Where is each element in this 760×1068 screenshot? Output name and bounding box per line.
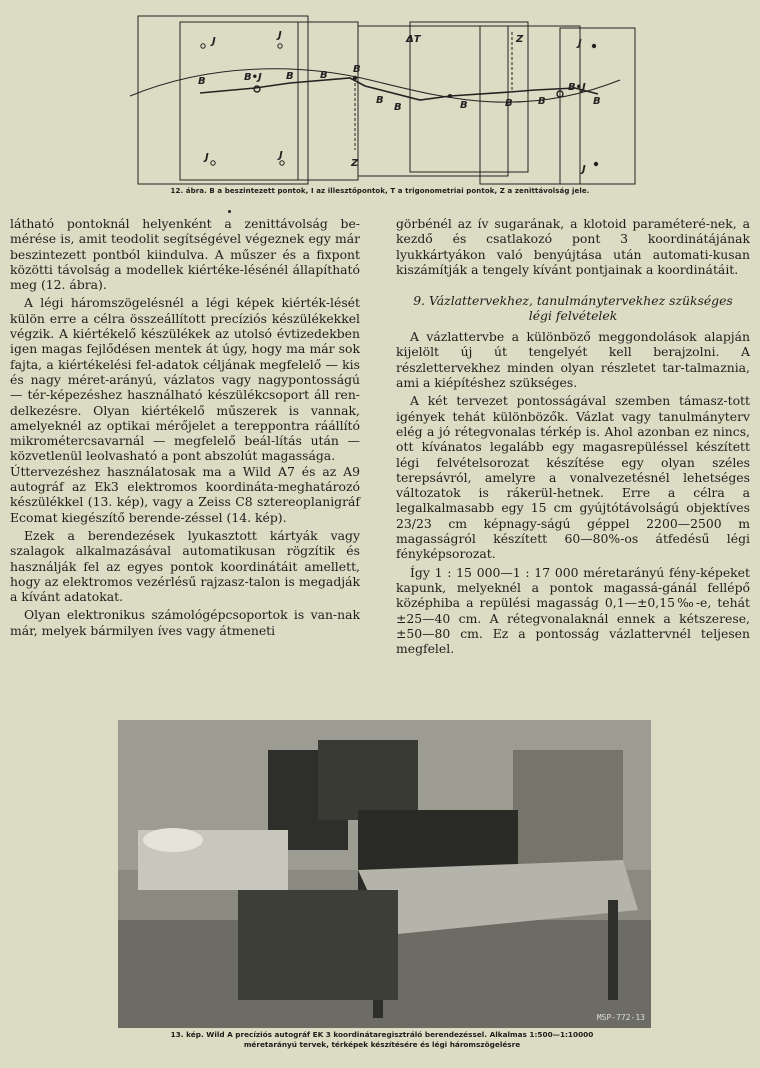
label-j: J <box>578 38 582 49</box>
caption-line: 13. kép. Wild A precíziós autográf EK 3 koordinátaregisztráló berendezéssel. Alkalmas 1:500—1:10000 <box>170 1030 594 1039</box>
label-b: B <box>460 100 468 111</box>
point-marker <box>594 162 598 166</box>
point-marker <box>201 44 205 48</box>
label-b: B <box>353 64 361 75</box>
label-j: J <box>582 164 586 175</box>
point-marker <box>592 44 596 48</box>
point-marker <box>353 76 357 80</box>
point-marker <box>254 86 260 92</box>
label-bj: B•J <box>244 72 262 83</box>
paragraph: A két tervezet pontosságával szemben támasz-tott igények tehát különbözők. Vázlat vagy tanulmányterv elég a jó rétegvonalas térkép is. Ahol azonban ez nincs, ott kívánatos legalább egy magasrepüléssel készített légi felvételsorozat készítése egy olyan széles terepsávról, amelyre a vonalvezetésnél lehetséges változatok is rákerül-hetnek. Erre a célra a legalkalmasabb egy 15 cm gyújtótávolságú objektíves 23/23 cm képnagy-ságú géppel 2200—2500 m magasságról készített 60—80%-os átfedésű légi fényképsorozat. <box>396 393 750 562</box>
photo-frame <box>480 26 580 184</box>
label-b: B <box>286 71 294 82</box>
figure-12-diagram <box>120 8 640 186</box>
label-b: B <box>593 96 601 107</box>
label-b: B <box>538 96 546 107</box>
section-title-line: 9. Vázlattervekhez, tanulmánytervekhez szükséges <box>413 293 733 309</box>
section-title <box>396 293 750 323</box>
plate-mark: MSP-772-13 <box>596 1013 645 1022</box>
stray-dot <box>228 210 231 213</box>
photo-frame <box>410 22 528 172</box>
figure-13-caption <box>104 1030 660 1049</box>
label-j: J <box>279 150 283 161</box>
label-delta-t: ΔT <box>406 34 421 45</box>
label-z: Z <box>351 158 359 169</box>
point-marker <box>448 94 452 98</box>
photo-13-wild-autograph <box>118 720 651 1028</box>
label-j: J <box>278 30 282 41</box>
label-b: B <box>320 70 328 81</box>
label-j: J <box>212 36 216 47</box>
label-b: B <box>505 98 513 109</box>
figure-12-caption: 12. ábra. B a beszintezett pontok, I az illesztőpontok, T a trigonometriai pontok, Z a zenittávolság jele. <box>170 187 590 195</box>
paragraph: görbénél az ív sugarának, a klotoid paraméteré-nek, a kezdő és csatlakozó pont 3 koordinátájának lyukkártyákon való benyújtása után automati-kusan kiszámítják a tengely kívánt pontjainak a koordinátáit. <box>396 216 750 277</box>
aerial-triangulation-diagram <box>120 8 640 186</box>
label-bj: B•J <box>568 82 586 93</box>
label-j: J <box>205 152 209 163</box>
paragraph: Úttervezéshez használatosak ma a Wild A7 és az A9 autográf az Ek3 elektromos koordináta-meghatározó készülékkel (13. kép), vagy a Zeiss C8 sztereoplanigráf Ecomat kiegészítő berende-zéssel (14. kép). <box>10 463 360 525</box>
paragraph: látható pontoknál helyenként a zenittávolság be-mérése is, amit teodolit segítségével végeznek egy már beszintezett pontból kiindulva. A műszer és a fixpont közötti távolság a modellek kiértéke-lésénél állapítható meg (12. ábra). <box>10 216 360 293</box>
point-marker <box>280 161 284 165</box>
point-marker <box>211 161 215 165</box>
label-b: B <box>198 76 206 87</box>
paragraph: Ezek a berendezések lyukasztott kártyák vagy szalagok alkalmazásával automatikusan rögzítik és használják fel az egyes pontok koordinátáit amellett, hogy az elektromos vezérlésű rajzasz-talon is megadják a kívánt adatokat. <box>10 527 360 605</box>
point-marker <box>278 44 282 48</box>
label-z: Z <box>516 34 524 45</box>
right-column <box>396 216 750 656</box>
label-b: B <box>376 95 384 106</box>
photo-illustration <box>118 720 651 1028</box>
paragraph: A légi háromszögelésnél a légi képek kiérték-lését külön erre a célra összeállított precíziós készülékekkel végzik. A kiértékelő készülékek az utolsó évtizedekben igen magas fejlődésen mentek át úgy, hogy ma már sok fajta, a kiértékelési fel-adatok céljának megfelelő — kis és nagy méret-arányú, vázlatos vagy nagypontosságú — tér-képezéshez használható készülékcsoport áll ren-delkezésre. Olyan kiértékelő műszerek is vannak, amelyeknél az optikai mérőjelet a tereppontra ráállító mikrométercsavarnál — megfelelő beál-lítás után — közvetlenül leolvasható a pont abszolút magassága. <box>10 295 360 464</box>
section-title-line: légi felvételek <box>528 308 618 324</box>
paragraph: Olyan elektronikus számológépcsoportok is van-nak már, melyek bármilyen íves vagy átmeneti <box>10 607 360 638</box>
left-column <box>10 216 360 638</box>
paragraph: Így 1 : 15 000—1 : 17 000 méretarányú fény-képeket kapunk, melyeknél a pontok magassá-gánál fellépő középhiba a repülési magasság 0,1—±0,15‰-e, tehát ±25—40 cm. A rétegvonalaknál ennek a kétszerese, ±50—80 cm. Ez a pontosság vázlattervnél teljesen megfelel. <box>396 564 750 657</box>
photo-frame <box>298 22 358 180</box>
paragraph: A vázlattervbe a különböző meggondolások alapján kijelölt új út tengelyét kell berajzolni. A részlettervekhez minden olyan részletet tar-talmaznia, ami a kiépítéshez szükséges. <box>396 329 750 391</box>
caption-line: méretarányú tervek, térképek készítésére és légi háromszögelésre <box>243 1039 521 1049</box>
label-b: B <box>394 102 402 113</box>
